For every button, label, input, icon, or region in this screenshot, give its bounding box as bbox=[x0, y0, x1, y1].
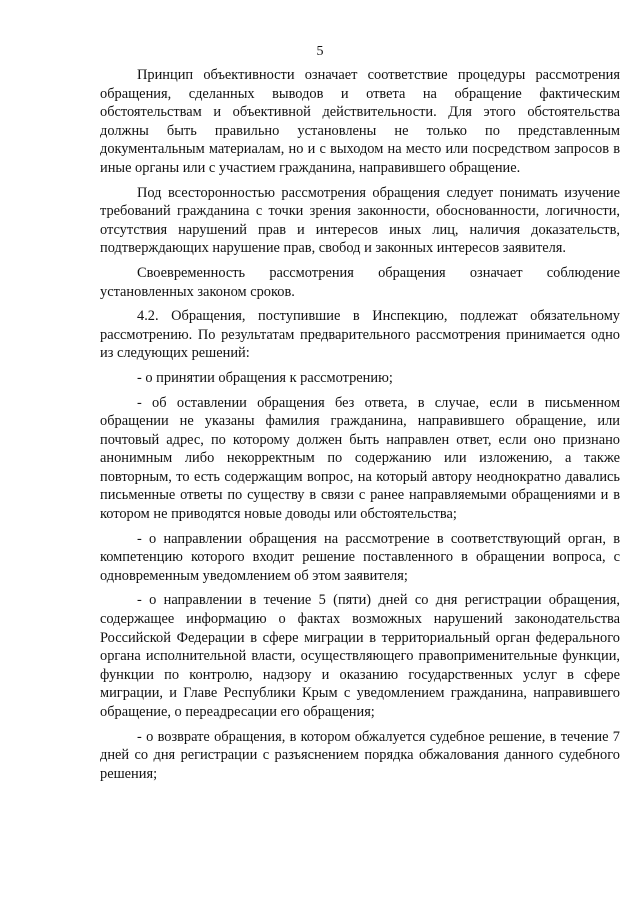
list-item-migration: - о направлении в течение 5 (пяти) дней со дня регистрации обращения, содержащее информацию о фактах возможных нарушений законодательства Российской Федерации в сфере миграции в территориальный орган федерального органа исполнительной власти, осуществляющего правоприменительные функции, функции по контролю, надзору и оказанию государственных услуг в сфере миграции, и Главе Республики Крым с уведомлением гражданина, направившего обращение, о переадресации его обращения; bbox=[100, 592, 620, 720]
page-number: 5 bbox=[316, 44, 324, 59]
paragraph-section-4-2: 4.2. Обращения, поступившие в Инспекцию, подлежат обязательному рассмотрению. По результатам предварительного рассмотрения принимается одно из следующих решений: bbox=[100, 308, 620, 362]
paragraph-timeliness: Своевременность рассмотрения обращения означает соблюдение установленных законом сроков. bbox=[100, 264, 620, 300]
document-body bbox=[100, 66, 620, 783]
list-item-no-answer: - об оставлении обращения без ответа, в случае, если в письменном обращении не указаны фамилия гражданина, направившего обращение, или почтовый адрес, по которому должен быть направлен ответ, если оно признано анонимным либо некорректным по содержанию или изложению, а также повторным, то есть содержащим вопрос, на который автору неоднократно давались письменные ответы по существу в связи с ранее направляемыми обращениями и в котором не приводятся новые доводы или обстоятельства; bbox=[100, 394, 620, 523]
list-item-accept: - о принятии обращения к рассмотрению; bbox=[137, 369, 393, 386]
list-item-redirect: - о направлении обращения на рассмотрение в соответствующий орган, в компетенцию которого входит решение поставленного в обращении вопроса, с одновременным уведомлением об этом заявителя; bbox=[100, 530, 620, 584]
paragraph-comprehensiveness: Под всесторонностью рассмотрения обращения следует понимать изучение требований гражданина с точки зрения законности, обоснованности, логичности, отсутствия нарушений прав и интересов иных лиц, наличия доказательств, подтверждающих нарушение прав, свобод и законных интересов заявителя. bbox=[100, 184, 620, 257]
list-item-return: - о возврате обращения, в котором обжалуется судебное решение, в течение 7 дней со дня регистрации с разъяснением порядка обжалования данного судебного решения; bbox=[100, 728, 620, 782]
paragraph-objectivity: Принцип объективности означает соответствие процедуры рассмотрения обращения, сделанных выводов и ответа на обращение фактическим обстоятельствам и объективной действительности. Для этого обстоятельства должны быть правильно установлены не только по представленным документальным материалам, но и с выходом на место или посредством запросов в иные органы или с участием гражданина, направившего обращение. bbox=[100, 67, 620, 176]
